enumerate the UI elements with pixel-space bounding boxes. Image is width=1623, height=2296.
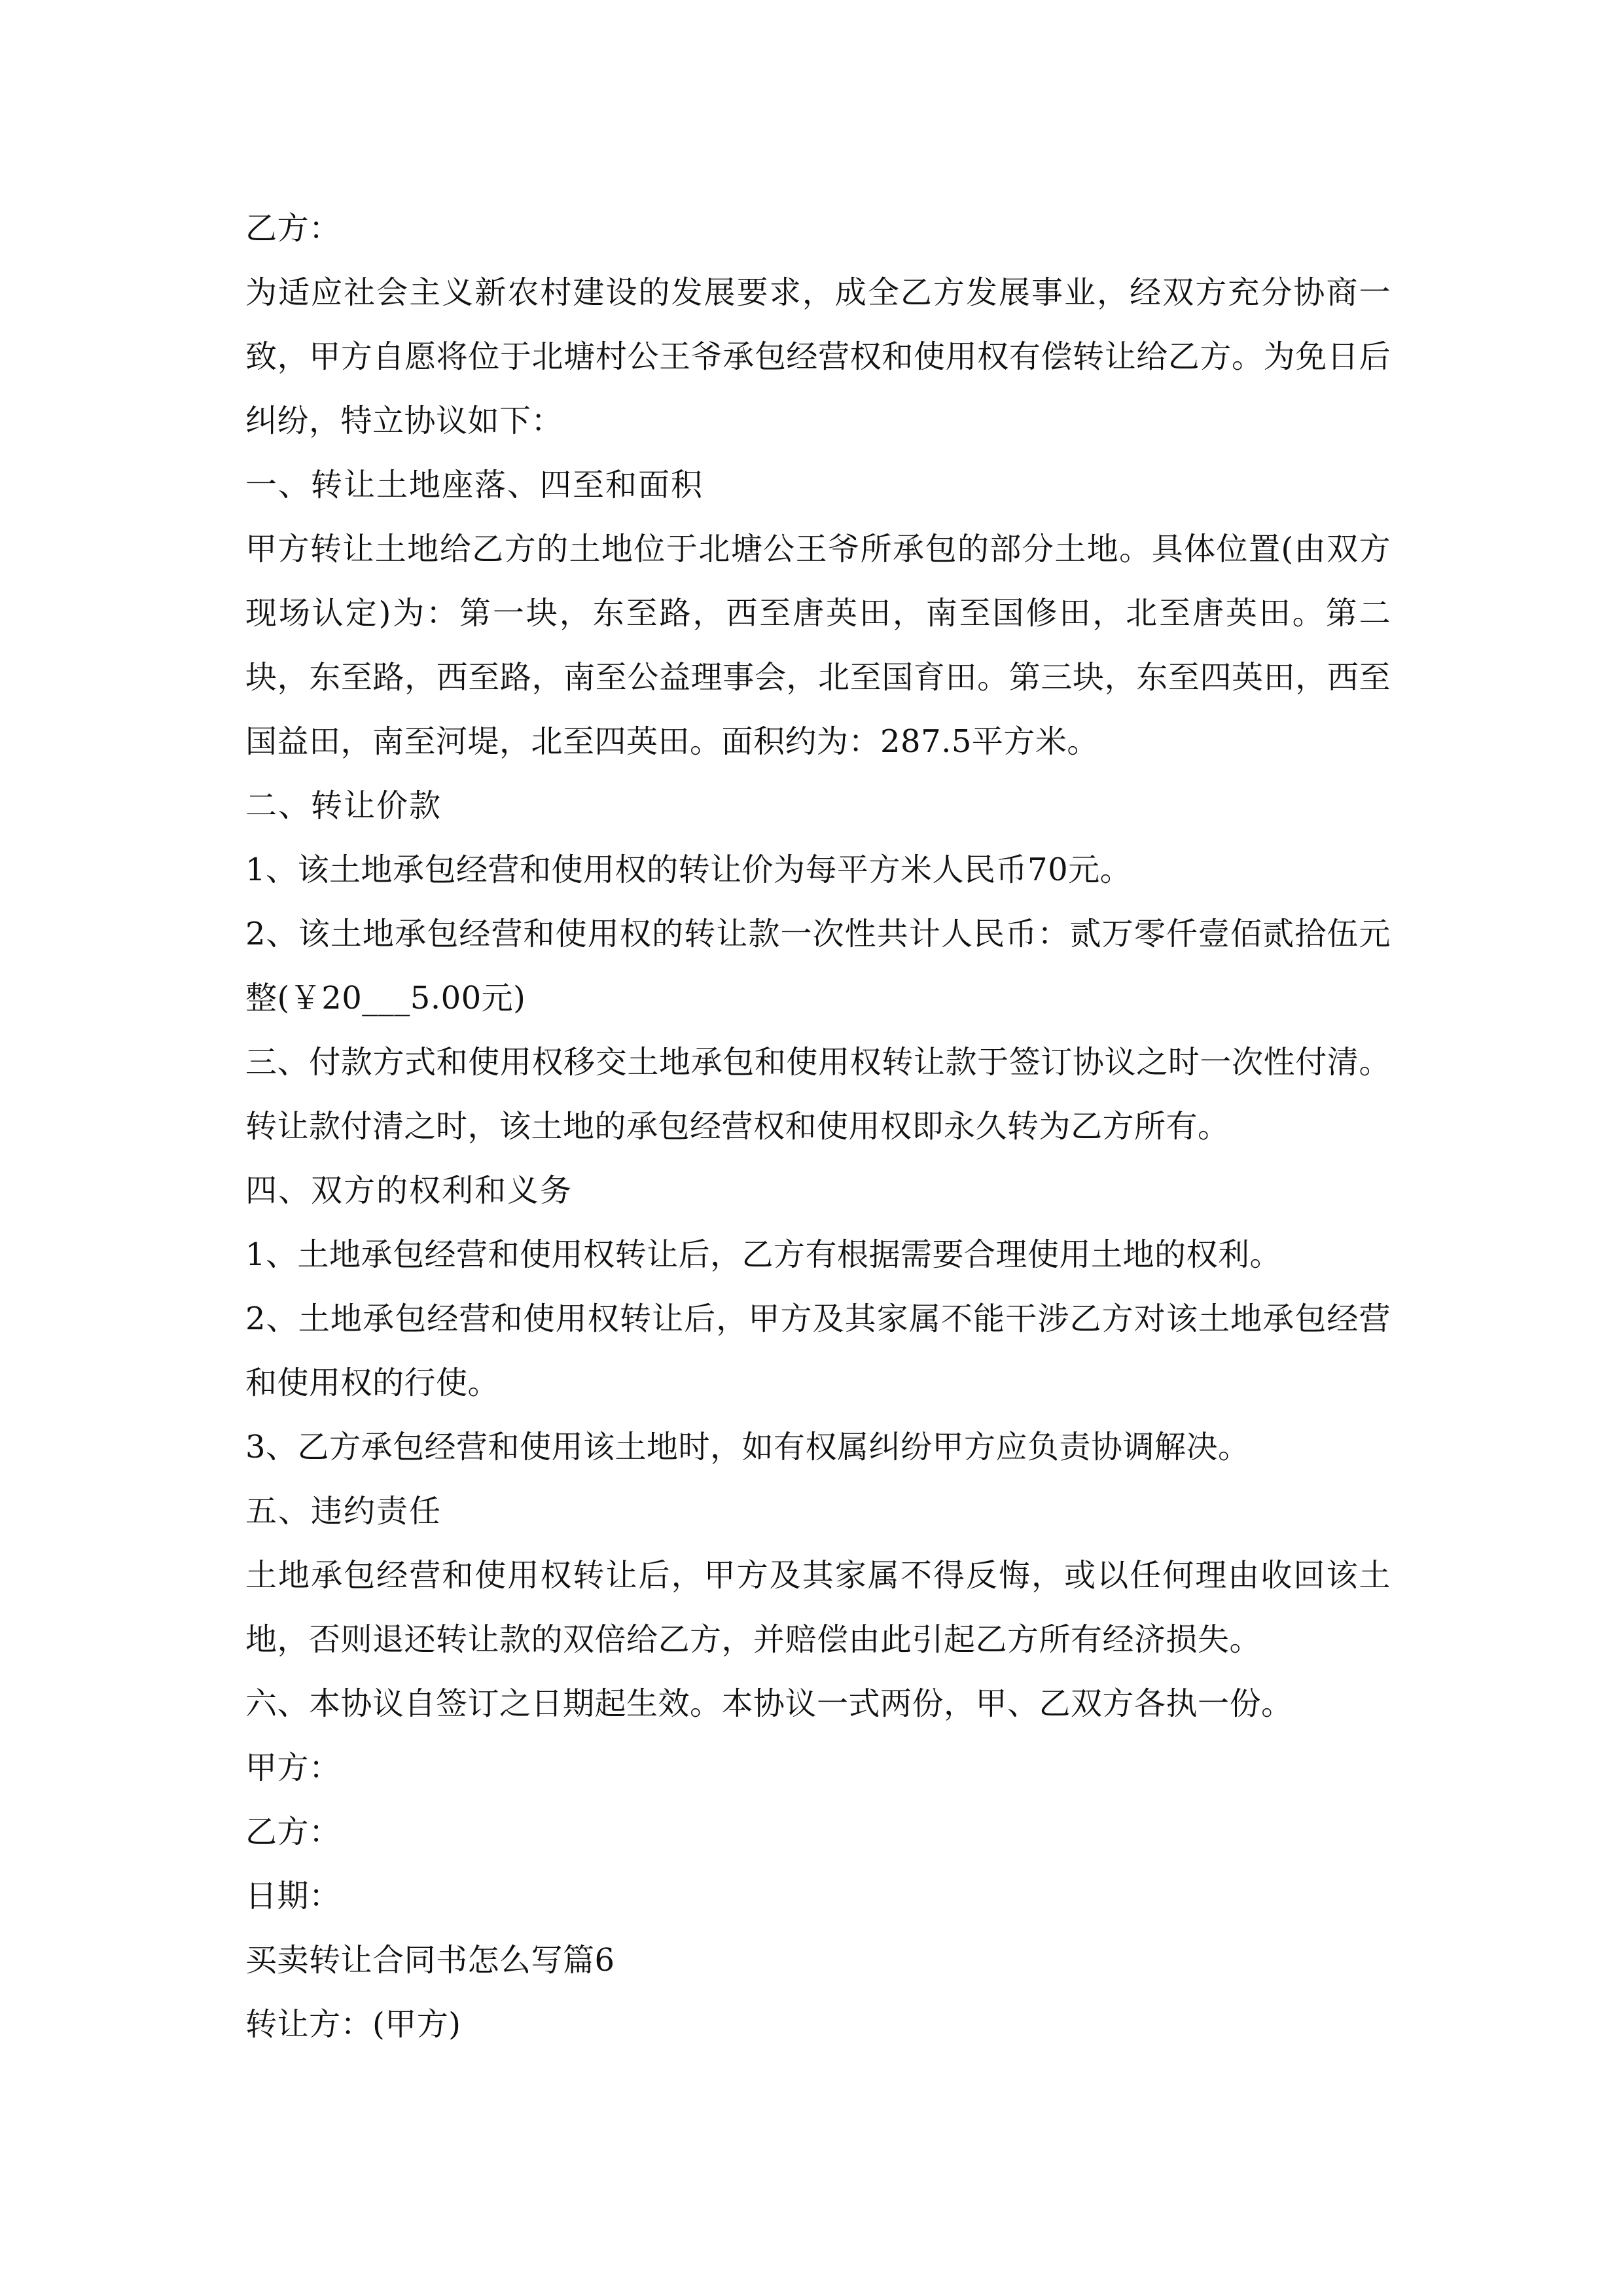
section-1-heading: 一、转让土地座落、四至和面积 — [245, 467, 704, 503]
document-body — [245, 196, 1391, 2056]
preamble-paragraph: 为适应社会主义新农村建设的发展要求，成全乙方发展事业，经双方充分协商一致，甲方自愿将位于北塘村公王爷承包经营权和使用权有偿转让给乙方。为免日后纠纷，特立协议如下： — [245, 274, 1391, 439]
section-1-body: 甲方转让土地给乙方的土地位于北塘公王爷所承包的部分土地。具体位置(由双方现场认定)为：第一块，东至路，西至唐英田，南至国修田，北至唐英田。第二块，东至路，西至路，南至公益理事会，北至国育田。第三块，东至四英田，西至国益田，南至河堤，北至四英田。面积约为：287.5平方米。 — [245, 531, 1391, 760]
section-2-item-2: 2、该土地承包经营和使用权的转让款一次性共计人民币：贰万零仟壹佰贰拾伍元整(￥20___5.00元) — [245, 916, 1391, 1016]
section-2-heading: 二、转让价款 — [245, 787, 442, 824]
transferor-label: 转让方：(甲方) — [245, 2006, 461, 2043]
section-6-paragraph: 六、本协议自签订之日期起生效。本协议一式两份，甲、乙双方各执一份。 — [245, 1685, 1293, 1722]
section-4-item-1: 1、土地承包经营和使用权转让后，乙方有根据需要合理使用土地的权利。 — [245, 1236, 1282, 1273]
section-5-body: 土地承包经营和使用权转让后，甲方及其家属不得反悔，或以任何理由收回该土地，否则退还转让款的双倍给乙方，并赔偿由此引起乙方所有经济损失。 — [245, 1557, 1391, 1658]
section-5-heading: 五、违约责任 — [245, 1493, 442, 1530]
signature-party-b: 乙方： — [245, 1814, 341, 1850]
signature-party-a: 甲方： — [245, 1749, 341, 1786]
next-article-title: 买卖转让合同书怎么写篇6 — [245, 1942, 615, 1979]
signature-date: 日期： — [245, 1878, 341, 1914]
section-4-item-3: 3、乙方承包经营和使用该土地时，如有权属纠纷甲方应负责协调解决。 — [245, 1429, 1250, 1465]
section-3-paragraph: 三、付款方式和使用权移交土地承包和使用权转让款于签订协议之时一次性付清。转让款付清之时，该土地的承包经营权和使用权即永久转为乙方所有。 — [245, 1044, 1391, 1145]
party-b-label: 乙方： — [245, 210, 341, 247]
section-2-item-1: 1、该土地承包经营和使用权的转让价为每平方米人民币70元。 — [245, 852, 1132, 888]
section-4-item-2: 2、土地承包经营和使用权转让后，甲方及其家属不能干涉乙方对该土地承包经营和使用权的行使。 — [245, 1300, 1391, 1401]
section-4-heading: 四、双方的权利和义务 — [245, 1172, 573, 1209]
